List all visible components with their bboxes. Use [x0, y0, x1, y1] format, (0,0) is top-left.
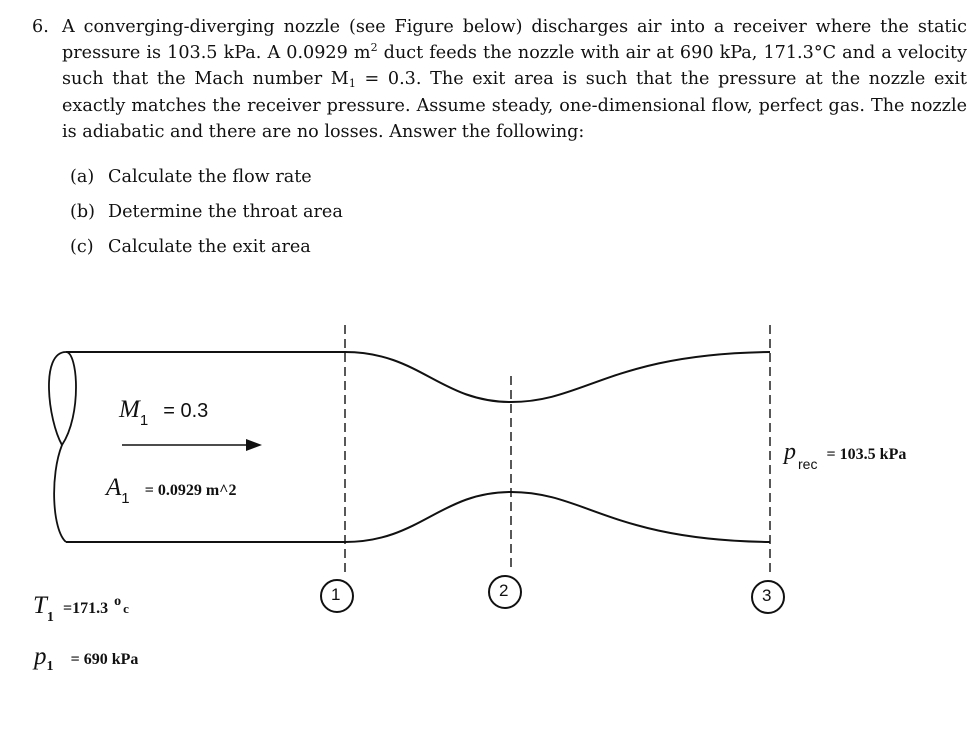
- problem-number: 6.: [32, 17, 49, 37]
- pressure-sub: 1: [46, 659, 54, 674]
- part-c-text: Calculate the exit area: [108, 237, 311, 257]
- mach-subscript: 1: [348, 77, 356, 91]
- station-3-label: 3: [762, 586, 772, 605]
- temperature-value: =171.3: [63, 600, 109, 617]
- mach-value: = 0.3: [163, 400, 209, 422]
- area-unit-exponent: 2: [370, 41, 378, 55]
- temperature-symbol: T: [33, 592, 47, 619]
- part-b-text: Determine the throat area: [108, 202, 343, 222]
- problem-text-3: = 0.3. The exit area is such that the pressure at the nozzle exit exactly matches the receiver pressure. Assume steady, one-dimensional flow, perfect gas. The nozzle is adiabatic and there are no losses. Answer the following:: [62, 69, 967, 142]
- mach-sub: 1: [139, 412, 149, 429]
- part-c-label: (c): [70, 237, 94, 257]
- receiver-pressure-label: [784, 439, 907, 472]
- mach-symbol: M: [119, 396, 140, 423]
- receiver-sub: rec: [798, 456, 818, 472]
- mach-label: [119, 396, 209, 429]
- pressure-label: [34, 643, 139, 674]
- area-value: = 0.0929 m^2: [144, 482, 237, 499]
- part-a-label: (a): [70, 167, 95, 187]
- receiver-symbol: p: [784, 439, 796, 465]
- problem-text-2: duct feeds the nozzle with air at 690 kPa, 171.3°C and a velocity such that the Mach number M: [62, 43, 967, 90]
- pressure-value: = 690 kPa: [70, 651, 139, 668]
- receiver-value: = 103.5 kPa: [826, 446, 907, 463]
- inlet-section-lower: [54, 445, 66, 542]
- pressure-symbol: p: [34, 643, 47, 670]
- degree-symbol: o: [114, 594, 122, 609]
- temperature-unit: c: [123, 601, 129, 616]
- area-sub: 1: [121, 490, 130, 507]
- part-b-label: (b): [70, 202, 95, 222]
- flow-arrow-head: [246, 439, 262, 451]
- problem-text-1: A converging-diverging nozzle (see Figure below) discharges air into a receiver where the static pressure is 103.5 kPa. A 0.0929 m: [62, 17, 967, 64]
- station-1-label: 1: [331, 585, 341, 604]
- inlet-section-loop: [49, 352, 76, 445]
- duct-top-wall: [66, 352, 770, 402]
- area-symbol: A: [106, 474, 122, 501]
- station-2-label: 2: [499, 581, 509, 600]
- temperature-label: [33, 592, 129, 625]
- part-a-text: Calculate the flow rate: [108, 167, 312, 187]
- temperature-sub: 1: [46, 610, 54, 625]
- area-label: [106, 474, 237, 507]
